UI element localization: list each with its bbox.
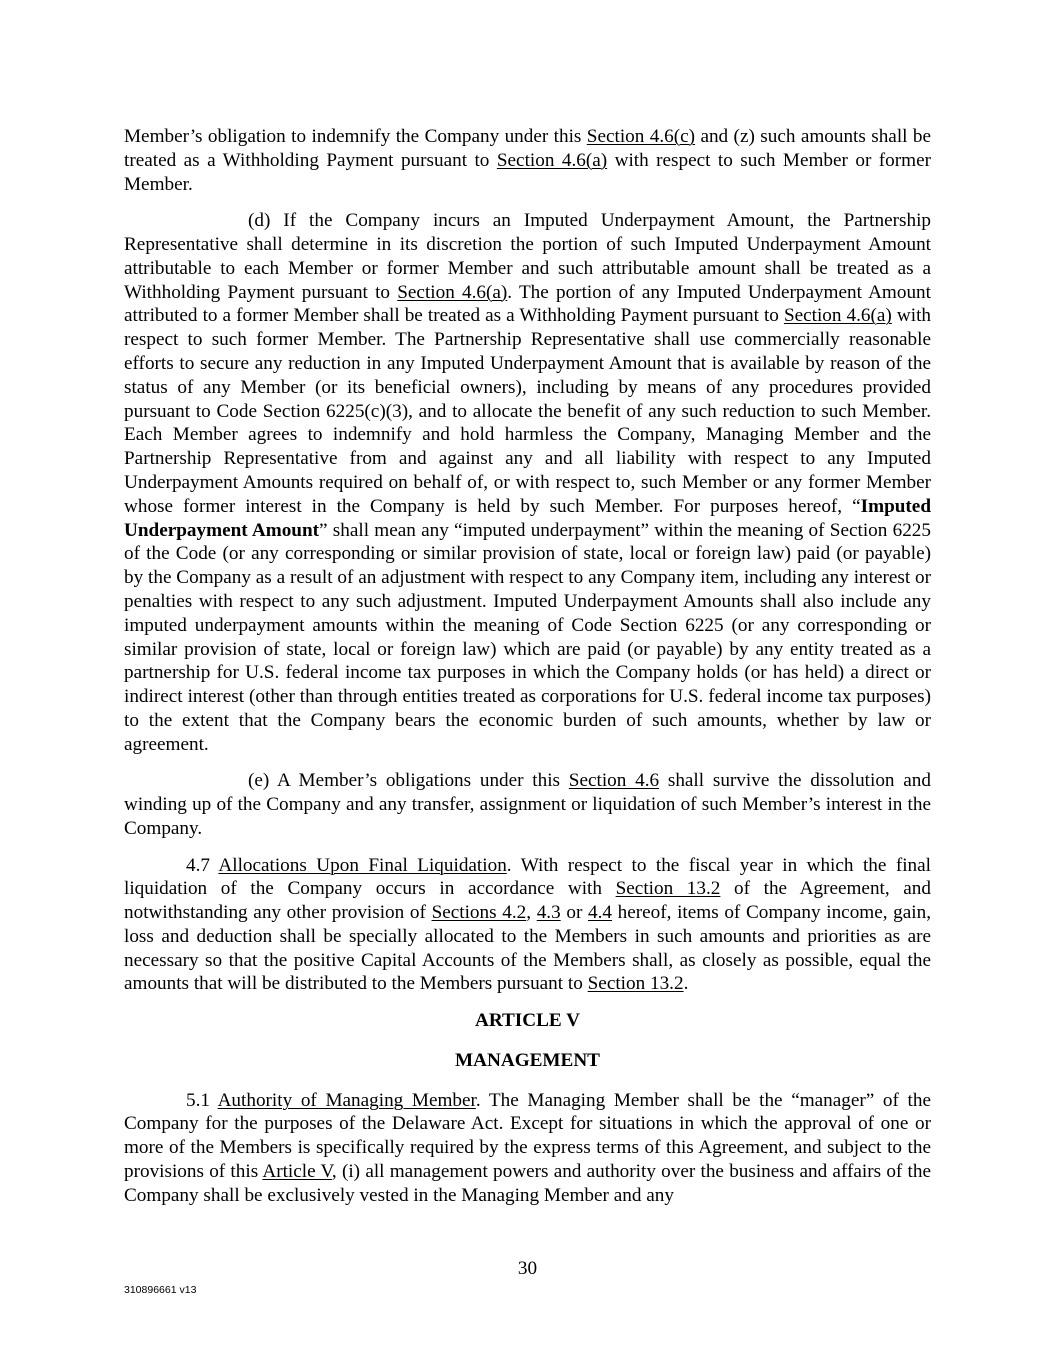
section-reference: Section 4.6(a)	[397, 281, 508, 303]
page-number: 30	[517, 1258, 538, 1279]
section-number: 4.7	[186, 854, 219, 876]
section-reference: Section 4.6(a)	[496, 149, 608, 171]
text-run: with respect to such Member or former Member.	[124, 149, 931, 195]
text-run: Member’s obligation to indemnify the Company under this	[124, 126, 587, 147]
section-reference: Section 4.6(a)	[783, 305, 892, 327]
section-reference: Sections 4.2	[431, 902, 527, 924]
text-run: or	[560, 902, 588, 924]
defined-term: Imputed Underpayment Amount	[124, 495, 931, 541]
section-reference: Section 4.6	[568, 770, 660, 792]
text-run: ,	[526, 902, 537, 924]
text-run: ” shall mean any “imputed underpayment” within the meaning of Section 6225 of the Code (or any corresponding or similar provision of state, local or foreign law) paid (or payable) by the Company as a result of an adjustment with respect to any Company item, including any interest or penalties with respect to any such adjustment. Imputed Underpayment Amounts shall also include any imputed underpayment amounts within the meaning of Code Section 6225 (or any corresponding or similar provision of state, local or foreign law) which are paid (or payable) by any entity treated as a partnership for U.S. federal income tax purposes in which the Company holds (or has held) a direct or indirect interest (other than through entities treated as corporations for U.S. federal income tax purposes) to the extent that the Company bears the economic burden of such amounts, whether by law or agreement.	[124, 519, 931, 755]
section-reference: 4.3	[536, 902, 561, 924]
section-reference: 4.4	[588, 902, 612, 924]
paragraph-continuation	[124, 125, 931, 196]
section-number: 5.1	[186, 1089, 218, 1111]
text-run: , (i) all management powers and authority over the business and affairs of the Company shall be exclusively vested in the Managing Member and any	[124, 1161, 931, 1206]
paragraph-4-6-e	[124, 769, 931, 840]
text-run: (e) A Member’s obligations under this	[248, 770, 569, 792]
section-reference: Section 4.6(c)	[586, 126, 696, 147]
text-run: (d) If the Company incurs an Imputed Underpayment Amount, the Partnership Representative shall determine in its discretion the portion of such Imputed Underpayment Amount attributable to each Member or former Member and such attributable amount shall be treated as a Withholding Payment pursuant to	[124, 210, 931, 303]
text-run: . The Managing Member shall be the “manager” of the Company for the purposes of the Delaware Act. Except for situations in which the approval of one or more of the Members is specifically required by the express terms of this Agreement, and subject to the provisions of this	[124, 1089, 931, 1183]
text-run: shall survive the dissolution and winding up of the Company and any transfer, assignment or liquidation of such Member’s interest in the Company.	[124, 770, 931, 839]
section-title: Allocations Upon Final Liquidation	[218, 854, 507, 876]
text-run: with respect to such former Member. The Partnership Representative shall use commercially reasonable efforts to secure any reduction in any Imputed Underpayment Amount that is available by reason of the status of any Member (or its beneficial owners), including by means of any procedures provided pursuant to Code Section 6225(c)(3), and to allocate the benefit of any such reduction to such Member. Each Member agrees to indemnify and hold harmless the Company, Managing Member and the Partnership Representative from and against any and all liability with respect to any Imputed Underpayment Amounts required on behalf of, or with respect to, such Member or any former Member whose former interest in the Company is held by such Member. For purposes hereof, “	[124, 305, 931, 517]
text-run: hereof, items of Company income, gain, loss and deduction shall be specially allocated to the Members in such amounts and priorities as are necessary so that the positive Capital Accounts of the Members shall, as closely as possible, equal the amounts that will be distributed to the Members pursuant to	[124, 902, 932, 995]
text-run: . With respect to the fiscal year in which the final liquidation of the Company occurs in accordance with	[124, 854, 931, 900]
section-reference: Section 13.2	[587, 973, 684, 995]
paragraph-4-6-d	[124, 209, 931, 756]
text-run: . The portion of any Imputed Underpayment Amount attributed to a former Member shall be treated as a Withholding Payment pursuant to	[124, 281, 931, 327]
text-run: and (z) such amounts shall be treated as a Withholding Payment pursuant to	[124, 126, 931, 171]
section-5-1	[124, 1089, 931, 1208]
article-heading: ARTICLE V	[474, 1010, 581, 1032]
document-id: 310896661 v13	[124, 1284, 197, 1296]
section-4-7	[124, 854, 931, 997]
text-run: of the Agreement, and notwithstanding any other provision of	[124, 878, 931, 924]
section-reference: Section 13.2	[615, 878, 721, 900]
text-run: .	[683, 973, 689, 995]
section-reference: Article V	[262, 1161, 332, 1183]
article-title: MANAGEMENT	[455, 1049, 600, 1071]
document-page	[124, 125, 931, 1208]
section-title: Authority of Managing Member	[217, 1089, 476, 1111]
